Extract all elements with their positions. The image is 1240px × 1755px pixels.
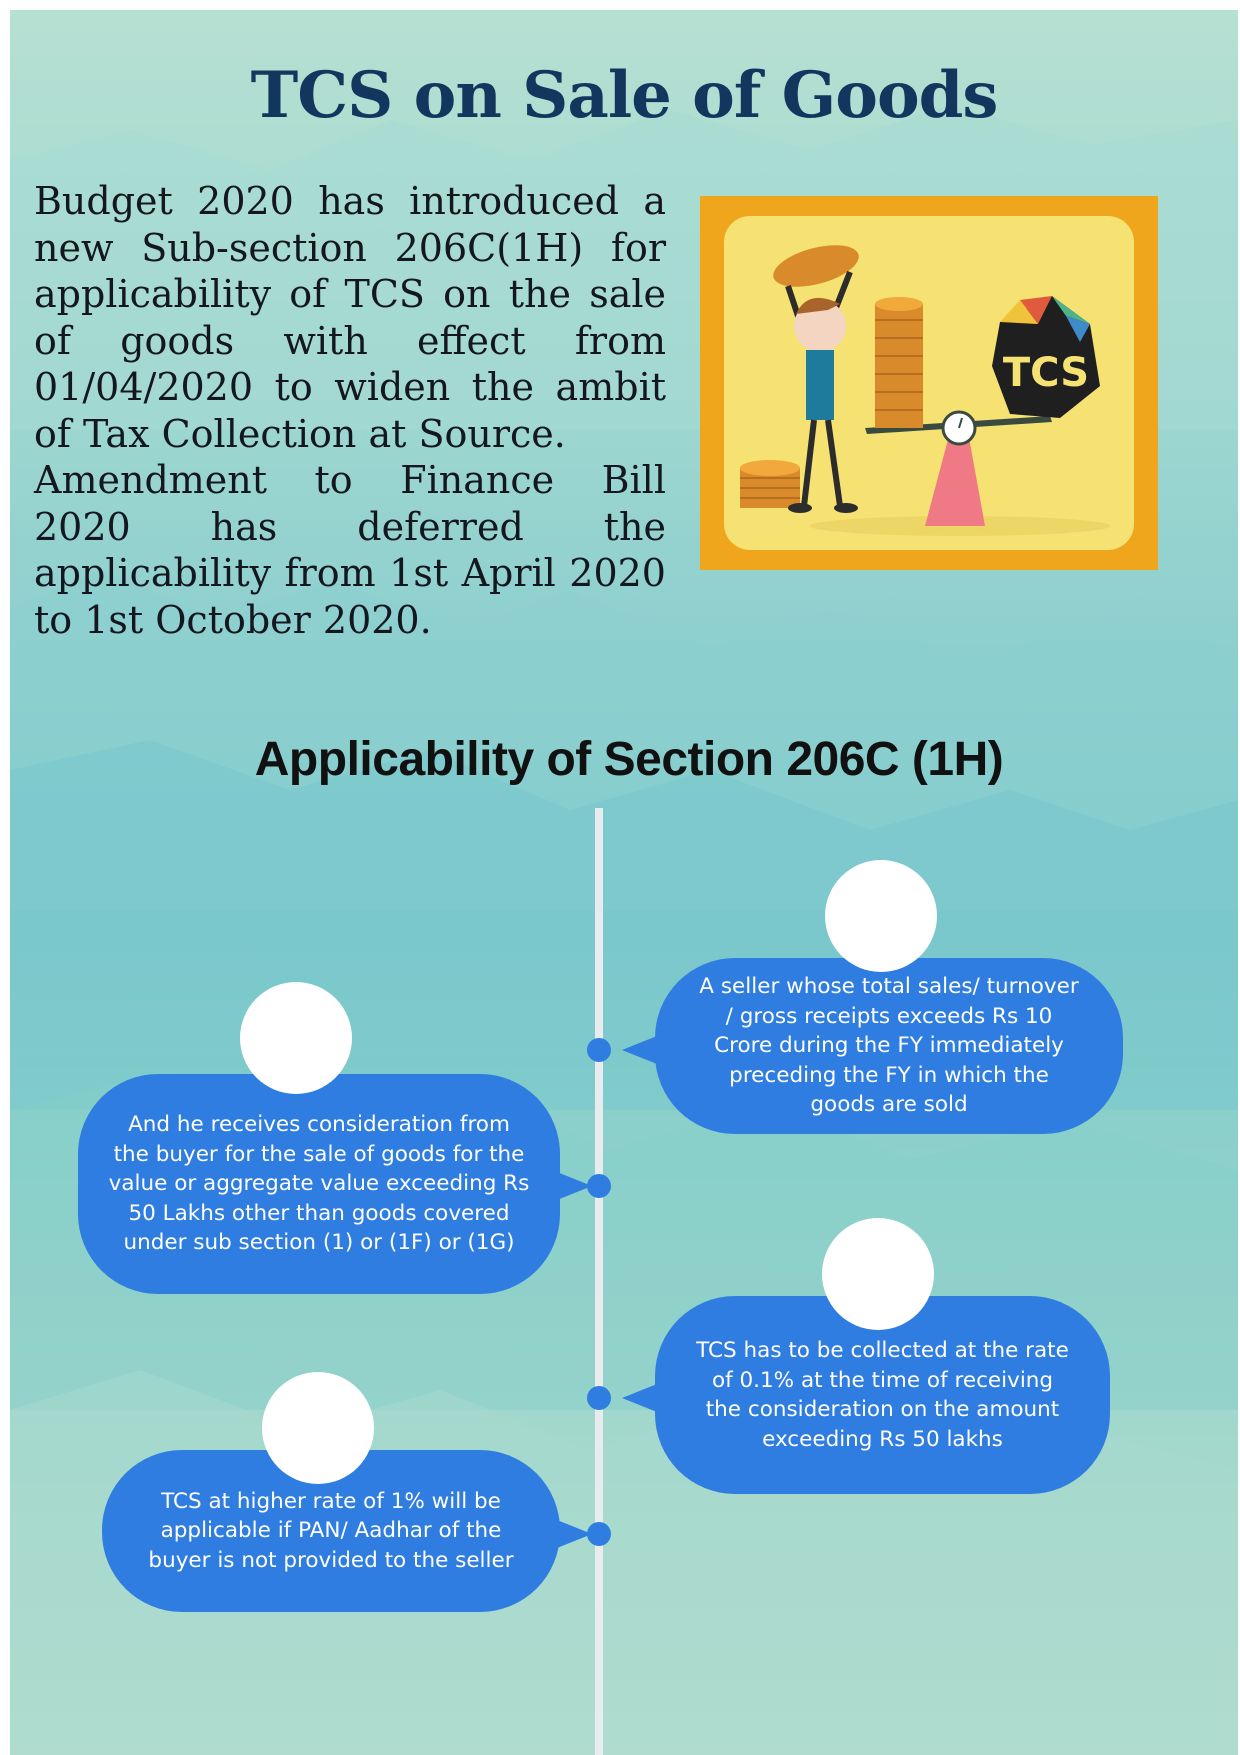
point-bubble-2 <box>78 1074 560 1294</box>
tall-coin-stack-icon <box>875 297 923 428</box>
point-text-4: TCS at higher rate of 1% will be applicable if PAN/ Aadhar of the buyer is not provided to the seller <box>148 1488 514 1573</box>
tcs-illustration <box>700 196 1158 570</box>
timeline-line <box>595 808 603 1755</box>
point-circle-1 <box>825 860 937 972</box>
page-title: TCS on Sale of Goods <box>250 58 998 133</box>
coin-stack-icon <box>740 460 800 508</box>
tcs-weight-label: TCS <box>1002 350 1090 396</box>
point-circle-2 <box>240 982 352 1094</box>
point-text-3: TCS has to be collected at the rate of 0.1% at the time of receiving the consideration on the amount exceeding Rs 50 lakhs <box>696 1338 1069 1452</box>
intro-paragraph-2: Amendment to Finance Bill 2020 has deferred the applicability from 1st April 2020 to 1st October 2020. <box>34 458 666 642</box>
point-circle-3 <box>822 1218 934 1330</box>
tcs-balance-scale-illustration <box>700 196 1158 570</box>
point-circle-4 <box>262 1372 374 1484</box>
point-text-1: A seller whose total sales/ turnover / gross receipts exceeds Rs 10 Crore during the FY immediately preceding the FY in which the goods are sold <box>699 974 1079 1118</box>
point-bubble-1 <box>655 958 1123 1134</box>
point-text-2: And he receives consideration from the buyer for the sale of goods for the value or aggregate value exceeding Rs 50 Lakhs other than goods covered under sub section (1) or (1F) or (1G) <box>108 1112 530 1256</box>
timeline-dot-3 <box>587 1386 611 1410</box>
intro-text <box>34 178 666 643</box>
timeline-dot-1 <box>587 1038 611 1062</box>
infographic-page <box>10 10 1238 1755</box>
section-title: Applicability of Section 206C (1H) <box>254 733 1004 786</box>
intro-paragraph-1: Budget 2020 has introduced a new Sub-section 206C(1H) for applicability of TCS on the sale of goods with effect from 01/04/2020 to widen the ambit of Tax Collection at Source. <box>34 179 666 456</box>
